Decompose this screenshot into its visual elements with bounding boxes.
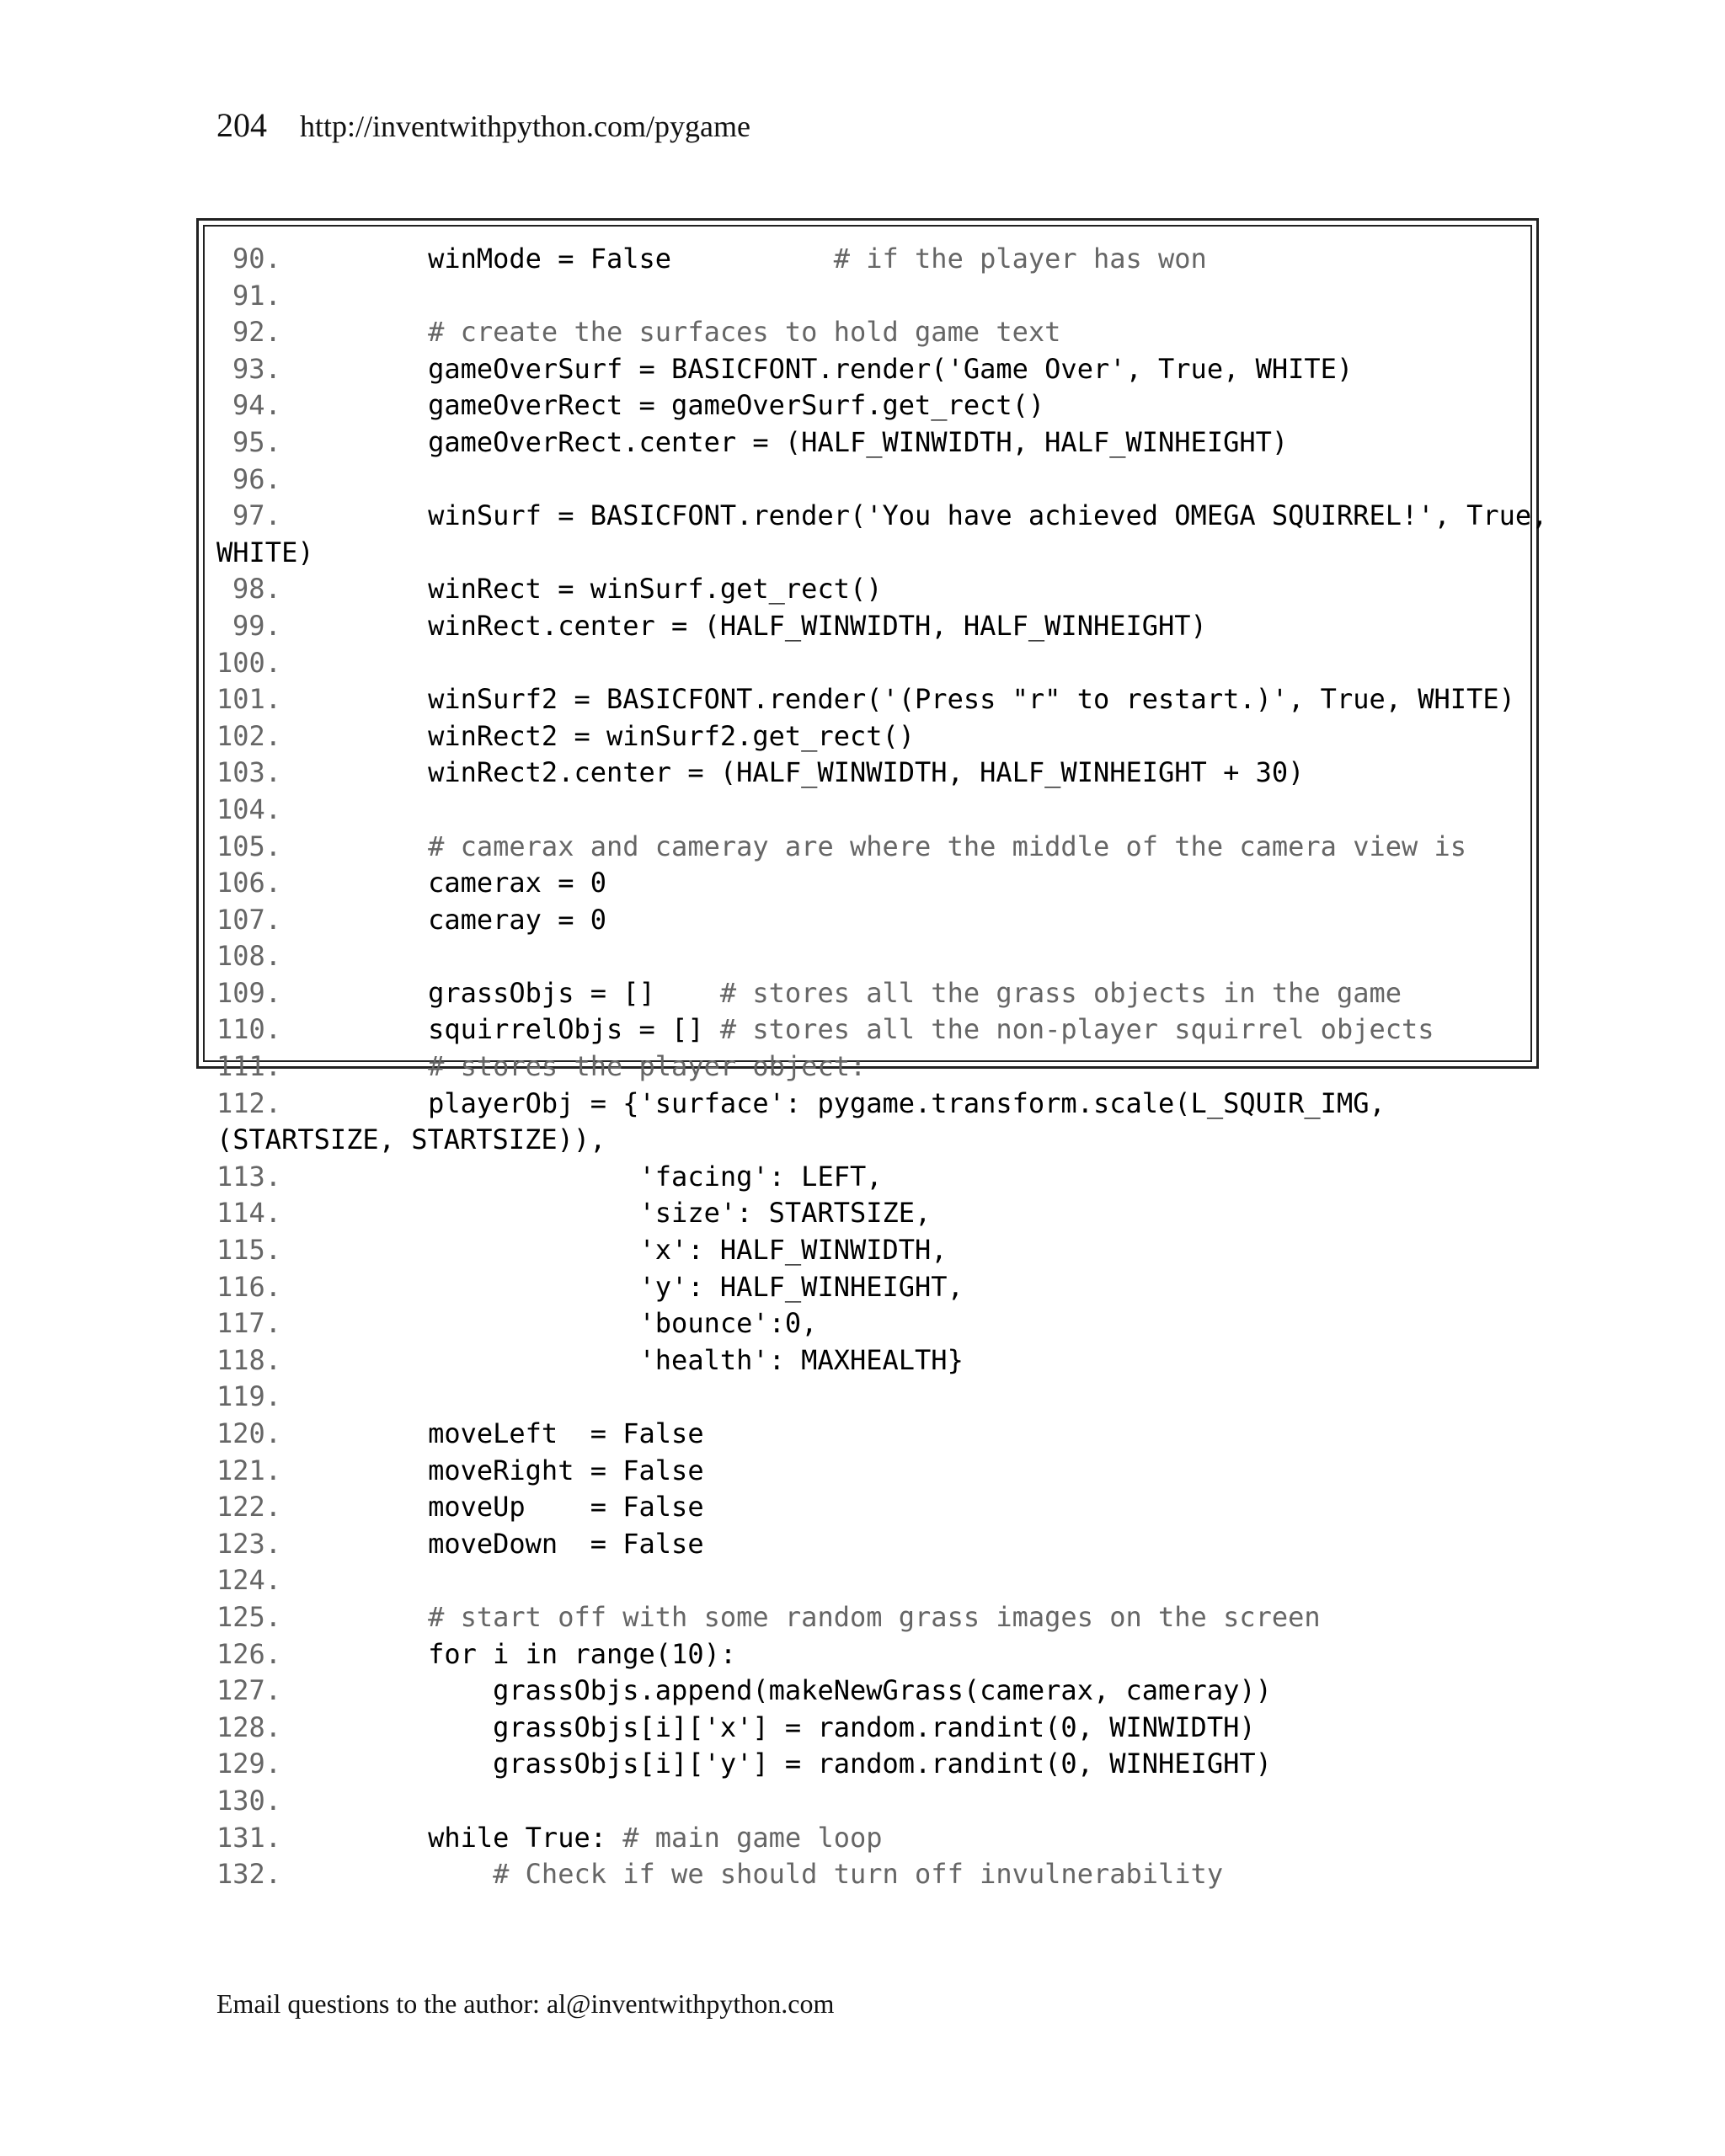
code-line	[216, 278, 1530, 315]
code-line	[216, 1489, 1530, 1526]
code-text	[363, 314, 428, 351]
code-comment: # stores all the non-player squirrel objects	[719, 1013, 1434, 1046]
code-text: winSurf2 = BASICFONT.render('(Press "r" to restart.)', True, WHITE)	[363, 683, 1515, 716]
line-number: 112.	[216, 1086, 282, 1119]
code-text: for i in range(10):	[363, 1637, 737, 1670]
code-line	[216, 1086, 1530, 1123]
line-number: 102.	[216, 719, 282, 752]
line-number: 122.	[216, 1491, 282, 1524]
line-number: 114.	[216, 1197, 282, 1230]
code-line	[216, 975, 1530, 1012]
code-text: moveLeft = False	[363, 1417, 704, 1449]
line-number: 99.	[232, 609, 281, 642]
code-text: gameOverRect = gameOverSurf.get_rect()	[363, 389, 1045, 422]
code-line	[216, 1856, 1530, 1893]
code-line	[216, 535, 1530, 572]
code-text: winRect.center = (HALF_WINWIDTH, HALF_WINHEIGHT)	[363, 609, 1207, 642]
line-number: 97.	[232, 499, 281, 532]
header-url: http://inventwithpython.com/pygame	[300, 109, 750, 143]
code-text: gameOverRect.center = (HALF_WINWIDTH, HALF_WINHEIGHT)	[363, 425, 1289, 458]
line-number: 117.	[216, 1307, 282, 1340]
code-line	[216, 865, 1530, 902]
code-comment: # Check if we should turn off invulnerability	[493, 1858, 1224, 1891]
line-number: 121.	[216, 1454, 282, 1486]
code-line	[216, 1416, 1530, 1453]
code-text: cameray = 0	[363, 903, 606, 936]
line-number: 124.	[216, 1564, 282, 1597]
line-number: 128.	[216, 1710, 282, 1743]
code-text: gameOverSurf = BASICFONT.render('Game Over', True, WHITE)	[363, 352, 1354, 385]
line-number: 118.	[216, 1343, 282, 1376]
line-number: 120.	[216, 1417, 282, 1449]
line-number: 91.	[232, 279, 281, 312]
code-comment: # start off with some random grass images on the screen	[428, 1600, 1321, 1633]
line-number: 107.	[216, 903, 282, 936]
line-number: 104.	[216, 792, 282, 825]
line-number: 100.	[216, 646, 282, 679]
line-number: 127.	[216, 1674, 282, 1707]
line-number: 94.	[232, 389, 281, 422]
code-text: 'health': MAXHEALTH}	[363, 1343, 964, 1376]
code-text: grassObjs.append(makeNewGrass(camerax, cameray))	[363, 1674, 1272, 1707]
code-text: WHITE)	[216, 536, 314, 568]
code-text: moveDown = False	[363, 1527, 704, 1560]
line-number: 115.	[216, 1234, 282, 1267]
line-number: 126.	[216, 1637, 282, 1670]
code-line	[216, 498, 1548, 535]
line-number: 93.	[232, 352, 281, 385]
page-number: 204	[216, 106, 267, 144]
line-number: 95.	[232, 425, 281, 458]
code-comment: # create the surfaces to hold game text	[428, 316, 1061, 349]
line-number: 123.	[216, 1527, 282, 1560]
line-number: 130.	[216, 1784, 282, 1817]
code-line	[216, 681, 1530, 718]
line-number: 90.	[232, 243, 281, 275]
code-text: winMode = False	[363, 243, 834, 275]
code-line	[216, 1195, 1530, 1232]
code-line	[216, 829, 1530, 866]
code-line	[216, 241, 1530, 278]
code-line	[216, 1379, 1530, 1416]
code-text	[363, 829, 428, 866]
code-line	[216, 462, 1530, 499]
code-text: (STARTSIZE, STARTSIZE)),	[216, 1123, 606, 1156]
code-text: camerax = 0	[363, 867, 606, 899]
line-number: 119.	[216, 1380, 282, 1413]
code-text: squirrelObjs = []	[363, 1013, 720, 1046]
code-comment: # stores all the grass objects in the game	[719, 976, 1402, 1009]
line-number: 92.	[232, 316, 281, 349]
code-comment: # stores the player object:	[428, 1050, 867, 1083]
code-line	[216, 1673, 1530, 1710]
code-text: winRect = winSurf.get_rect()	[363, 573, 883, 606]
code-comment: # camerax and cameray are where the middle of the camera view is	[428, 830, 1467, 862]
code-line	[216, 1305, 1530, 1342]
page-header	[216, 105, 750, 145]
code-line	[216, 1783, 1530, 1820]
line-number: 132.	[216, 1858, 282, 1891]
code-line	[216, 1453, 1530, 1490]
code-line	[216, 938, 1530, 975]
code-text: 'facing': LEFT,	[363, 1160, 883, 1193]
line-number: 116.	[216, 1270, 282, 1303]
code-line	[216, 314, 1530, 351]
code-line	[216, 792, 1530, 829]
line-number: 125.	[216, 1600, 282, 1633]
code-text	[363, 1599, 428, 1636]
code-line	[216, 571, 1530, 608]
code-line	[216, 1710, 1530, 1747]
code-line	[216, 1636, 1530, 1673]
code-comment: # main game loop	[622, 1821, 883, 1854]
code-text: while True:	[363, 1821, 623, 1854]
code-line	[216, 1820, 1530, 1857]
code-text: winRect2 = winSurf2.get_rect()	[363, 719, 916, 752]
code-text: grassObjs = []	[363, 976, 720, 1009]
code-line	[216, 1562, 1530, 1599]
code-line	[216, 1232, 1530, 1269]
code-line	[216, 1342, 1530, 1380]
code-text: 'bounce':0,	[363, 1307, 818, 1340]
code-line	[216, 902, 1530, 939]
code-text: 'size': STARTSIZE,	[363, 1197, 932, 1230]
page-footer: Email questions to the author: al@inventwithpython.com	[216, 1988, 835, 2019]
code-text: grassObjs[i]['y'] = random.randint(0, WINHEIGHT)	[363, 1748, 1272, 1780]
line-number: 113.	[216, 1160, 282, 1193]
code-text: winSurf = BASICFONT.render('You have achieved OMEGA SQUIRREL!', True,	[363, 499, 1548, 532]
code-line	[216, 645, 1530, 682]
line-number: 110.	[216, 1013, 282, 1046]
line-number: 109.	[216, 976, 282, 1009]
line-number: 131.	[216, 1821, 282, 1854]
code-text: 'x': HALF_WINWIDTH,	[363, 1234, 948, 1267]
code-line	[216, 755, 1530, 792]
code-line	[216, 1122, 1530, 1159]
line-number: 106.	[216, 867, 282, 899]
code-comment: # if the player has won	[833, 243, 1207, 275]
code-line	[216, 1159, 1530, 1196]
line-number: 98.	[232, 573, 281, 606]
line-number: 103.	[216, 756, 282, 789]
code-text: moveRight = False	[363, 1454, 704, 1486]
code-line	[216, 608, 1530, 645]
line-number: 111.	[216, 1050, 282, 1083]
code-line	[216, 387, 1530, 424]
code-text: moveUp = False	[363, 1491, 704, 1524]
code-line	[216, 424, 1530, 462]
code-line	[216, 1011, 1530, 1049]
code-line	[216, 1746, 1530, 1783]
code-line	[216, 1269, 1530, 1306]
code-text: 'y': HALF_WINHEIGHT,	[363, 1270, 964, 1303]
code-text	[363, 1049, 428, 1086]
line-number: 129.	[216, 1748, 282, 1780]
code-text: grassObjs[i]['x'] = random.randint(0, WINWIDTH)	[363, 1710, 1256, 1743]
code-line	[216, 1526, 1530, 1563]
code-line	[216, 718, 1530, 755]
code-line	[216, 351, 1530, 388]
line-number: 101.	[216, 683, 282, 716]
code-text	[363, 1856, 493, 1893]
code-line	[216, 1599, 1530, 1636]
code-line	[216, 1049, 1530, 1086]
line-number: 105.	[216, 830, 282, 862]
code-text: winRect2.center = (HALF_WINWIDTH, HALF_WINHEIGHT + 30)	[363, 756, 1305, 789]
code-text: playerObj = {'surface': pygame.transform.scale(L_SQUIR_IMG,	[363, 1086, 1386, 1119]
line-number: 108.	[216, 940, 282, 973]
line-number: 96.	[232, 462, 281, 495]
code-listing	[216, 241, 1548, 1893]
